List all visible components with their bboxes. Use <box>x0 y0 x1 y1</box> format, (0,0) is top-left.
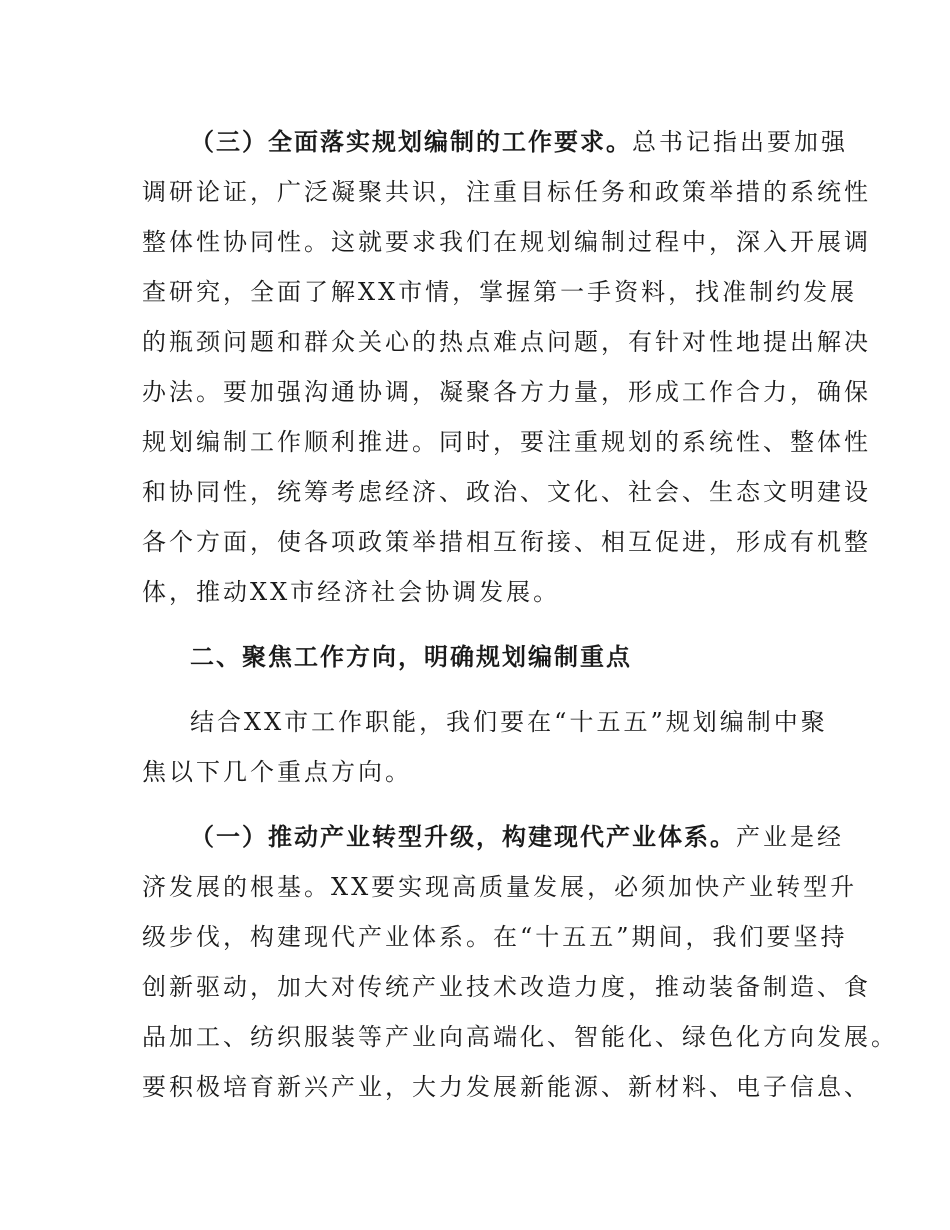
paragraph-line: 规划编制工作顺利推进。同时，要注重规划的系统性、整体性 <box>142 428 871 456</box>
paragraph-line: 要积极培育新兴产业，大力发展新能源、新材料、电子信息、 <box>142 1073 871 1101</box>
section-1-text: 产业是经 <box>736 823 844 851</box>
part-2-heading: 二、聚焦工作方向，明确规划编制重点 <box>190 643 632 671</box>
paragraph-line: 结合XX市工作职能，我们要在“十五五”规划编制中聚 <box>190 708 828 736</box>
paragraph-line: 级步伐，构建现代产业体系。在“十五五”期间，我们要坚持 <box>142 923 848 951</box>
paragraph-line: 品加工、纺织服装等产业向高端化、智能化、绿色化方向发展。 <box>142 1023 898 1051</box>
section-3-heading: （三）全面落实规划编制的工作要求。 <box>190 128 632 156</box>
paragraph-line: 查研究，全面了解XX市情，掌握第一手资料，找准制约发展 <box>142 278 858 306</box>
paragraph-line: 各个方面，使各项政策举措相互衔接、相互促进，形成有机整 <box>142 528 871 556</box>
paragraph-line: 调研论证，广泛凝聚共识，注重目标任务和政策举措的系统性 <box>142 178 871 206</box>
paragraph-line: 和协同性，统筹考虑经济、政治、文化、社会、生态文明建设 <box>142 478 871 506</box>
paragraph-line: 整体性协同性。这就要求我们在规划编制过程中，深入开展调 <box>142 228 871 256</box>
section-1-first-line <box>190 821 844 853</box>
section-3-text: 总书记指出要加强 <box>632 128 848 156</box>
paragraph-line: 焦以下几个重点方向。 <box>142 758 412 786</box>
paragraph-line: 体，推动XX市经济社会协调发展。 <box>142 578 561 606</box>
paragraph-line: 济发展的根基。XX要实现高质量发展，必须加快产业转型升 <box>142 873 858 901</box>
paragraph-line: 办法。要加强沟通协调，凝聚各方力量，形成工作合力，确保 <box>142 378 871 406</box>
paragraph-line: 创新驱动，加大对传统产业技术改造力度，推动装备制造、食 <box>142 973 871 1001</box>
section-3-first-line <box>190 126 848 158</box>
section-1-heading: （一）推动产业转型升级，构建现代产业体系。 <box>190 823 736 851</box>
paragraph-line: 的瓶颈问题和群众关心的热点难点问题，有针对性地提出解决 <box>142 328 871 356</box>
